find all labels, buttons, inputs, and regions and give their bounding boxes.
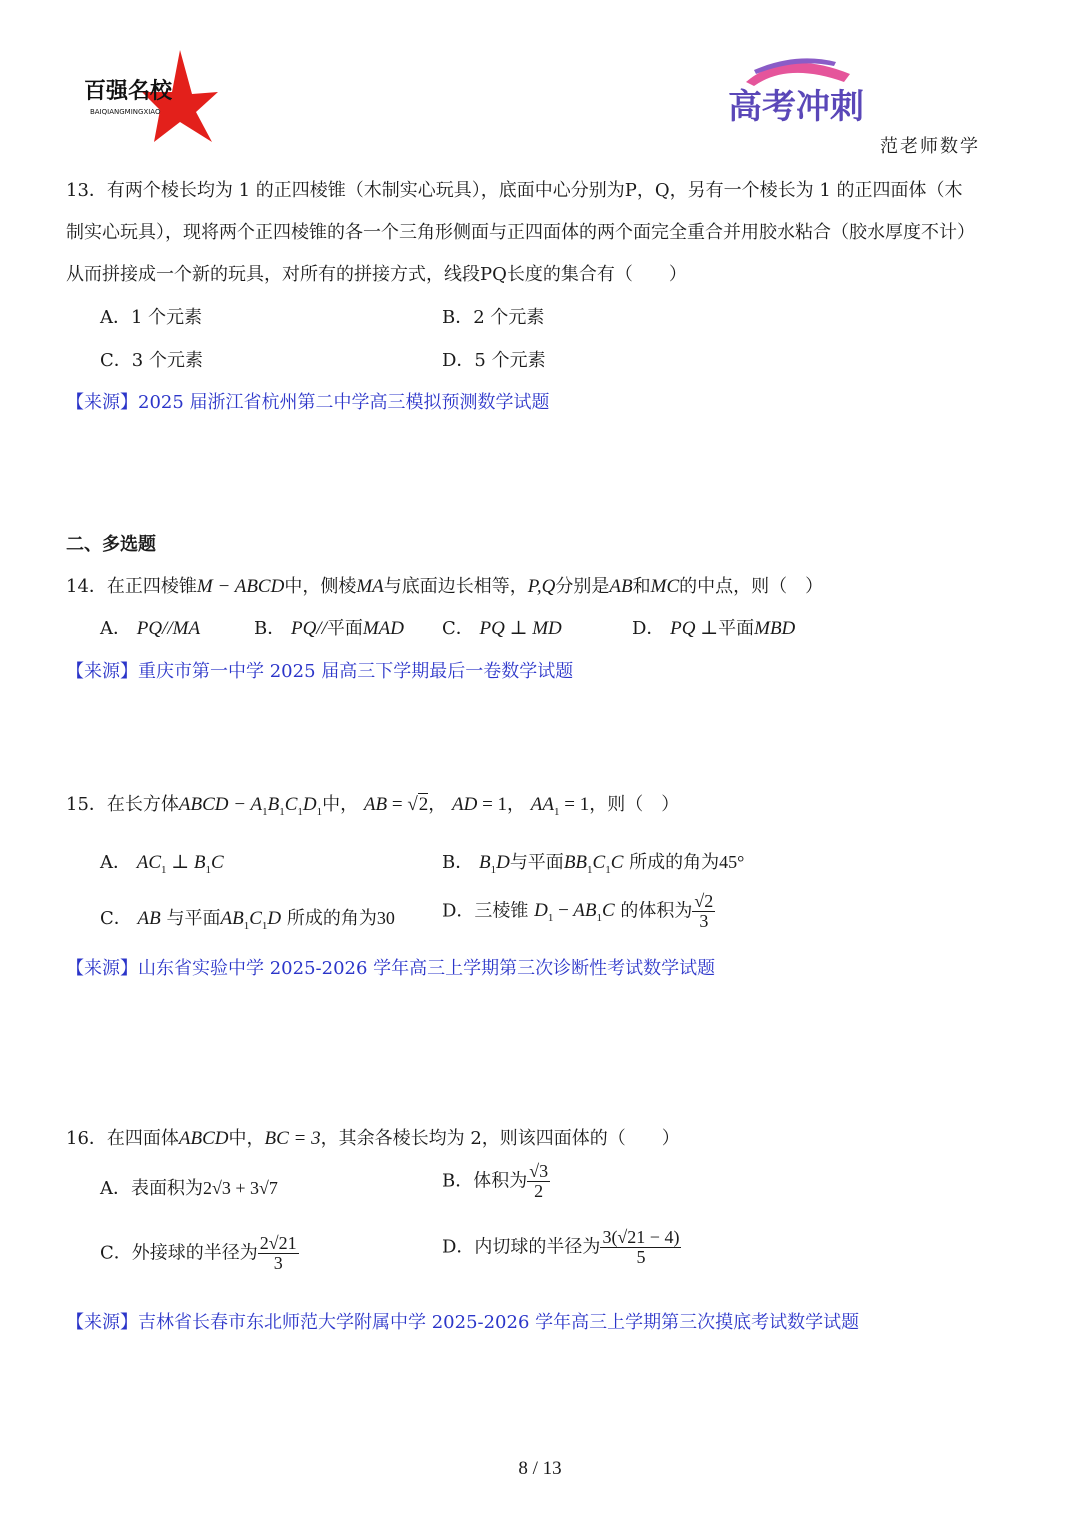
q15-option-a: A． $AC_1$ ⊥ $B_1C$	[100, 852, 224, 876]
q15-option-b: B． $B_1D$与平面$BB_1C_1C$ 所成的角为45°	[442, 852, 745, 876]
q16-option-c: C．外接球的半径为 $\frac{2√21}{3}$	[100, 1233, 297, 1273]
q15-option-c: C． AB 与平面$AB_1C_1D$ 所成的角为30	[100, 908, 395, 932]
logo-right-text: 高考冲刺	[728, 87, 864, 127]
q13-source: 【来源】2025 届浙江省杭州第二中学高三模拟预测数学试题	[66, 392, 550, 413]
q13-option-b: B．2 个元素	[442, 307, 545, 328]
q15-stem: 15．在长方体ABCD − $A_1B_1C_1D_1$中， AB = √2， AD = 1， $AA_1 = 1$，则（ ）	[66, 794, 680, 818]
q13-option-a: A．1 个元素	[100, 307, 203, 328]
section-title: 二、多选题	[66, 534, 156, 555]
page-number: 8 / 13	[518, 1458, 562, 1479]
q16-option-b: B．体积为 $\frac{√3}{2}$	[442, 1161, 549, 1201]
q14-source: 【来源】重庆市第一中学 2025 届高三下学期最后一卷数学试题	[66, 661, 574, 682]
q15-option-d: D．三棱锥 $D_1 - AB_1C$ 的体积为 $\frac{√2}{3}$	[442, 891, 714, 931]
q14-option-c: C． PQ ⊥ MD	[442, 618, 562, 639]
q13-line3: 从而拼接成一个新的玩具，对所有的拼接方式，线段PQ长度的集合有（ ）	[66, 264, 687, 285]
logo-left-sub: BAIQIANGMINGXIAO	[90, 108, 161, 116]
q14-option-b: B． PQ//平面MAD	[254, 618, 405, 639]
q13-option-d: D．5 个元素	[442, 350, 546, 371]
q14-stem: 14．在正四棱锥M − ABCD中，侧棱MA与底面边长相等，P,Q分别是AB和MC的中点，则（ ）	[66, 576, 824, 597]
q13-line1: 13．有两个棱长均为 1 的正四棱锥（木制实心玩具），底面中心分别为P，Q，另有一个棱长为 1 的正四面体（木	[66, 180, 963, 201]
q14-option-a: A． PQ//MA	[100, 618, 201, 639]
q16-stem: 16．在四面体ABCD中，BC = 3，其余各棱长均为 2，则该四面体的（ ）	[66, 1128, 680, 1149]
brush-swoosh-icon	[746, 63, 850, 86]
q14-option-d: D． PQ ⊥平面MBD	[632, 618, 796, 639]
q16-option-d: D．内切球的半径为 $\frac{3(√21 - 4)}{5}$	[442, 1227, 680, 1267]
q15-source: 【来源】山东省实验中学 2025-2026 学年高三上学期第三次诊断性考试数学试题	[66, 958, 716, 979]
brand-logo	[726, 52, 876, 128]
q16-option-a: A．表面积为2√3 + 3√7	[100, 1178, 278, 1199]
q16-source: 【来源】吉林省长春市东北师范大学附属中学 2025-2026 学年高三上学期第三次摸底考试数学试题	[66, 1312, 860, 1333]
q13-option-c: C．3 个元素	[100, 350, 203, 371]
school-logo	[80, 48, 220, 144]
q13-line2: 制实心玩具），现将两个正四棱锥的各一个三角形侧面与正四面体的两个面完全重合并用胶水粘合（胶水厚度不计）	[66, 222, 975, 243]
author-label: 范老师数学	[880, 136, 980, 157]
logo-left-text: 百强名校	[84, 79, 173, 104]
